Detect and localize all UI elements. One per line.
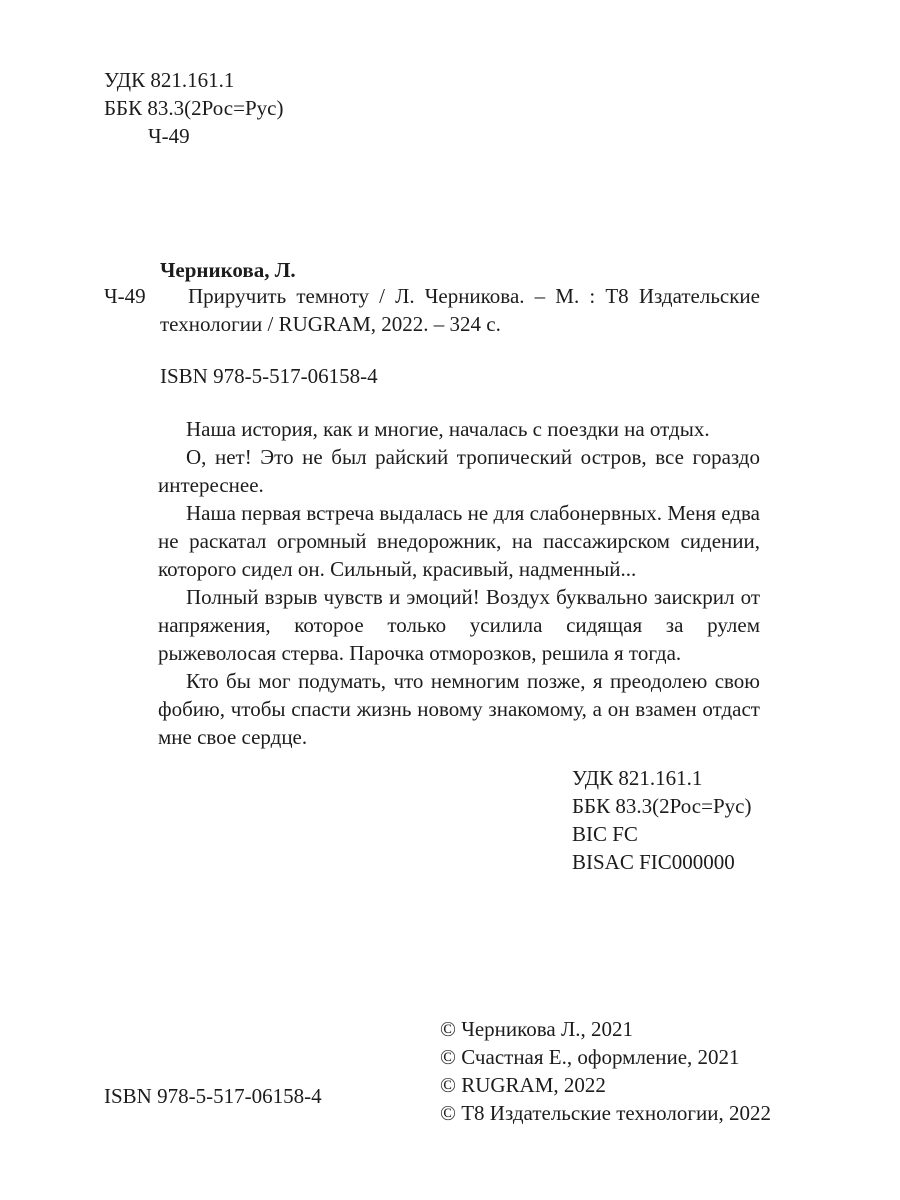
bibliographic-description: Приручить темноту / Л. Черникова. – М. : Т8 Издательские технологии / RUGRAM, 2022. – 324 с. — [160, 284, 760, 336]
udk-code: УДК 821.161.1 — [572, 766, 703, 790]
copyright-line: © RUGRAM, 2022 — [440, 1073, 606, 1097]
isbn-main: ISBN 978-5-517-06158-4 — [160, 364, 378, 388]
annotation-paragraph: Кто бы мог подумать, что немногим позже, я преодолею свою фобию, чтобы спасти жизнь новому знакомому, а он взамен отдаст мне свое сердце. — [158, 669, 760, 749]
isbn-footer: ISBN 978-5-517-06158-4 — [104, 1084, 322, 1108]
bbk-code: ББК 83.3(2Рос=Рус) — [572, 794, 752, 818]
annotation-paragraph: Наша первая встреча выдалась не для слабонервных. Меня едва не раскатал огромный внедорожник, на пассажирском сидении, которого сидел он. Сильный, красивый, надменный... — [158, 501, 760, 581]
author-sign-code: Ч-49 — [104, 284, 146, 308]
annotation-paragraph: Полный взрыв чувств и эмоций! Воздух буквально заискрил от напряжения, которое только усилила сидящая за рулем рыжеволосая стерва. Парочка отморозков, решила я тогда. — [158, 585, 760, 665]
header-classification — [104, 66, 283, 150]
annotation-paragraph: О, нет! Это не был райский тропический остров, все гораздо интереснее. — [158, 445, 760, 497]
annotation — [158, 415, 760, 751]
annotation-paragraph: Наша история, как и многие, началась с поездки на отдых. — [186, 417, 710, 441]
author-sign: Ч-49 — [148, 124, 190, 148]
author-name: Черникова, Л. — [160, 258, 296, 282]
copyright-line: © Счастная Е., оформление, 2021 — [440, 1045, 740, 1069]
bbk-code: ББК 83.3(2Рос=Рус) — [104, 96, 284, 120]
copyright-line: © Т8 Издательские технологии, 2022 — [440, 1101, 771, 1125]
copyright-block — [440, 1015, 771, 1127]
bic-code: BIC FC — [572, 822, 638, 846]
udk-code: УДК 821.161.1 — [104, 68, 235, 92]
copyright-line: © Черникова Л., 2021 — [440, 1017, 633, 1041]
bisac-code: BISAC FIC000000 — [572, 850, 735, 874]
classification-block — [572, 764, 751, 876]
